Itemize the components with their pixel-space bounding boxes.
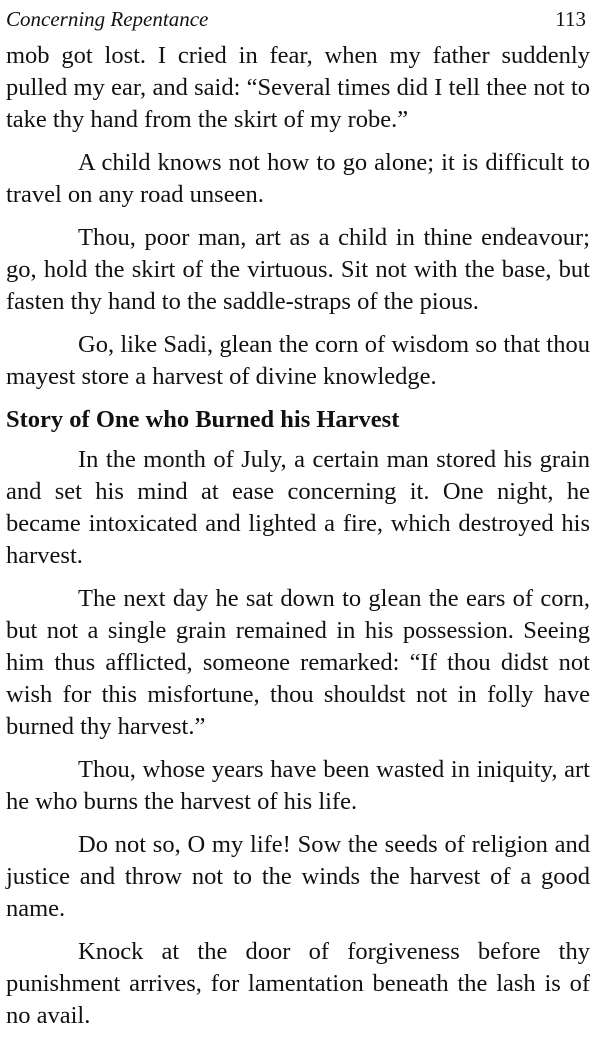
paragraph: Go, like Sadi, glean the corn of wisdom so that thou mayest store a harvest of divine knowledge.	[6, 331, 590, 390]
paragraph: Thou, whose years have been wasted in iniquity, art he who burns the harvest of his life.	[6, 756, 590, 815]
page-number: 113	[555, 7, 586, 31]
body-text	[6, 40, 590, 1043]
paragraph: Thou, poor man, art as a child in thine endeavour; go, hold the skirt of the virtuous. Sit not with the base, but fasten thy hand to the saddle-straps of the pious.	[6, 224, 590, 315]
section-heading: Story of One who Burned his Harvest	[6, 406, 400, 433]
running-header	[6, 4, 594, 34]
running-header-title: Concerning Repentance	[6, 7, 209, 31]
paragraph-continued: mob got lost. I cried in fear, when my father suddenly pulled my ear, and said: “Several times did I tell thee not to take thy hand from the skirt of my robe.”	[6, 42, 590, 133]
paragraph: A child knows not how to go alone; it is difficult to travel on any road unseen.	[6, 149, 590, 208]
paragraph: In the month of July, a certain man stored his grain and set his mind at ease concerning it. One night, he became intoxicated and lighted a fire, which destroyed his harvest.	[6, 446, 590, 569]
paragraph: Knock at the door of forgiveness before thy punishment arrives, for lamentation beneath the lash is of no avail.	[6, 938, 590, 1029]
paragraph: The next day he sat down to glean the ears of corn, but not a single grain remained in his possession. Seeing him thus afflicted, someone remarked: “If thou didst not wish for this misfortune, thou shouldst not in folly have burned thy harvest.”	[6, 585, 590, 740]
paragraph: Do not so, O my life! Sow the seeds of religion and justice and throw not to the winds the harvest of a good name.	[6, 831, 590, 922]
